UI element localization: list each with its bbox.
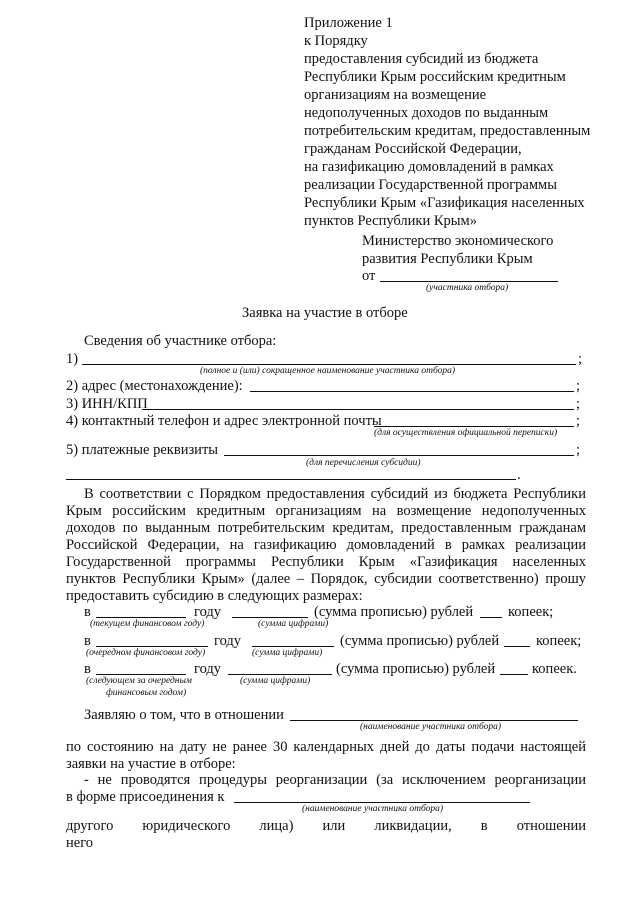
- field-hint: (наименование участника отбора): [360, 722, 502, 732]
- appendix-line: гражданам Российской Федерации,: [304, 141, 522, 157]
- sum-digits-field[interactable]: [232, 617, 308, 618]
- year-field[interactable]: [96, 646, 208, 647]
- semicolon: ;: [576, 413, 581, 429]
- field-hint: финансовым годом): [106, 688, 187, 698]
- field-hint: (очередном финансовом году): [86, 648, 206, 658]
- field-hint: (сумма цифрами): [258, 619, 329, 629]
- declaration-line: заявки на участие в отборе:: [66, 756, 236, 772]
- participant-name-field[interactable]: [82, 364, 576, 365]
- semicolon: ;: [576, 442, 581, 458]
- kopecks-word: копеек;: [508, 604, 554, 620]
- year-word: году: [214, 633, 242, 649]
- payment-details-field[interactable]: [224, 455, 574, 456]
- sum-words: (сумма прописью) рублей: [340, 633, 500, 649]
- sum-digits-field[interactable]: [228, 674, 332, 675]
- semicolon: ;: [576, 396, 581, 412]
- field-hint: (наименование участника отбора): [302, 804, 444, 814]
- semicolon: ;: [578, 351, 583, 367]
- field-hint: (следующем за очередным: [86, 676, 192, 686]
- appendix-line: реализации Государственной программы: [304, 177, 557, 193]
- sum-digits-field[interactable]: [252, 646, 334, 647]
- participant-name-field[interactable]: [290, 720, 578, 721]
- declaration-line: - не проводятся процедуры реорганизации (за исключением реорганизации: [84, 772, 586, 788]
- paragraph-line: Государственной программы Республики Крым «Газификация населенных: [66, 554, 586, 570]
- from-field-line[interactable]: [380, 281, 558, 282]
- paragraph-line: В соответствии с Порядком предоставления субсидий из бюджета Республики: [84, 486, 586, 502]
- year-field[interactable]: [96, 674, 186, 675]
- paragraph-line: Крым российским кредитным организациям на возмещение недополученных: [66, 503, 586, 519]
- field-hint: (сумма цифрами): [240, 676, 311, 686]
- amount-in: в: [84, 633, 91, 649]
- sum-words: (сумма прописью) рублей: [314, 604, 474, 620]
- kopecks-word: копеек;: [536, 633, 582, 649]
- appendix-line: Республики Крым российским кредитным: [304, 69, 566, 85]
- appendix-line: потребительским кредитам, предоставленным: [304, 123, 591, 139]
- kopecks-field[interactable]: [500, 674, 528, 675]
- appendix-line: предоставления субсидий из бюджета: [304, 51, 539, 67]
- paragraph-line: пунктов Республики Крым» (далее – Порядок, субсидии соответственно) прошу: [66, 571, 586, 587]
- amount-in: в: [84, 604, 91, 620]
- payment-details-field-cont[interactable]: [66, 479, 516, 480]
- appendix-line: к Порядку: [304, 33, 368, 49]
- paragraph-line: Российской Федерации, на газификацию домовладений в рамках реализации: [66, 537, 586, 553]
- field-label: 4) контактный телефон и адрес электронной почты: [66, 413, 382, 429]
- addressee-line: Министерство экономического: [362, 233, 554, 249]
- field-hint: (текущем финансовом году): [90, 619, 205, 629]
- paragraph-line: предоставить субсидию в следующих размерах:: [66, 588, 363, 604]
- field-label: 2) адрес (местонахождение):: [66, 378, 243, 394]
- contact-field[interactable]: [374, 426, 574, 427]
- field-hint: (сумма цифрами): [252, 648, 323, 658]
- address-field[interactable]: [250, 391, 574, 392]
- participant-name-field[interactable]: [234, 802, 530, 803]
- amount-in: в: [84, 661, 91, 677]
- kopecks-field[interactable]: [504, 646, 530, 647]
- section-heading: Сведения об участнике отбора:: [84, 333, 277, 349]
- year-word: году: [194, 604, 222, 620]
- paragraph-line: доходов по выданным потребительским кредитам, предоставленным гражданам: [66, 520, 586, 536]
- addressee-line: развития Республики Крым: [362, 251, 533, 267]
- appendix-line: организациям на возмещение: [304, 87, 487, 103]
- period: .: [517, 467, 521, 483]
- year-word: году: [194, 661, 222, 677]
- field-hint: (участника отбора): [426, 283, 509, 293]
- year-field[interactable]: [96, 617, 186, 618]
- appendix-line: недополученных доходов по выданным: [304, 105, 549, 121]
- declaration-line: другого юридического лица) или ликвидации, в отношении него: [66, 818, 586, 852]
- appendix-line: Республики Крым «Газификация населенных: [304, 195, 585, 211]
- field-label: 5) платежные реквизиты: [66, 442, 219, 458]
- field-hint: (для перечисления субсидии): [306, 458, 421, 468]
- from-label: от: [362, 268, 376, 284]
- declaration-line: по состоянию на дату не ранее 30 календарных дней до даты подачи настоящей: [66, 739, 586, 755]
- inn-kpp-field[interactable]: [142, 409, 574, 410]
- kopecks-field[interactable]: [480, 617, 502, 618]
- field-hint: (полное и (или) сокращенное наименование участника отбора): [200, 366, 456, 376]
- field-hint: (для осуществления официальной переписки): [374, 428, 558, 438]
- declaration-line: в форме присоединения к: [66, 789, 225, 805]
- sum-words: (сумма прописью) рублей: [336, 661, 496, 677]
- page-title: Заявка на участие в отборе: [242, 305, 408, 321]
- appendix-line: Приложение 1: [304, 15, 393, 31]
- field-label: 3) ИНН/КПП: [66, 396, 148, 412]
- appendix-line: пунктов Республики Крым»: [304, 213, 477, 229]
- kopecks-word: копеек.: [532, 661, 577, 677]
- declaration-intro: Заявляю о том, что в отношении: [84, 707, 284, 723]
- field-label: 1): [66, 351, 79, 367]
- appendix-line: на газификацию домовладений в рамках: [304, 159, 554, 175]
- semicolon: ;: [576, 378, 581, 394]
